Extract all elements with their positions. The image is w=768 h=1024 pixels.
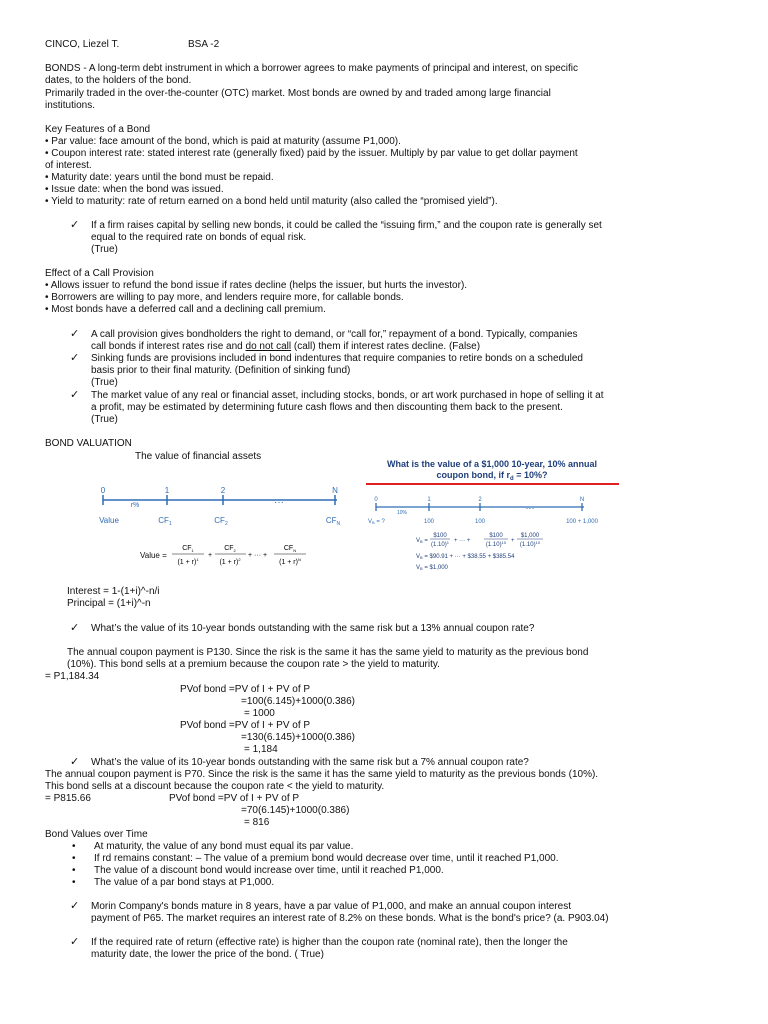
example-eq1-den-2: $(1.10)^{10}$ xyxy=(485,540,507,548)
example-eq1-num-2: $100 xyxy=(489,533,503,539)
pv-13-line-3: = 1000 xyxy=(244,708,275,719)
bond-values-over-time-heading: Bond Values over Time xyxy=(45,829,148,840)
key-feature-par-value: • Par value: face amount of the bond, which is paid at maturity (assume P1,000). xyxy=(45,136,401,147)
check-icon: ✓ xyxy=(70,352,80,364)
formula-numerator-2: $CF_2$ xyxy=(224,545,236,553)
example-timeline xyxy=(362,493,612,533)
intro-line-3: Primarily traded in the over-the-counter (OTC) market. Most bonds are owned by and traded among large financial xyxy=(45,88,551,99)
bond-valuation-heading: BOND VALUATION xyxy=(45,438,132,449)
sinking-fund-line-2: basis prior to their final maturity. (Definition of sinking fund) xyxy=(91,365,351,376)
key-features-heading: Key Features of a Bond xyxy=(45,124,151,135)
morin-question-line-1: Morin Company's bonds mature in 8 years, have a par value of P1,000, and make an annual coupon interest xyxy=(91,901,571,912)
pv-7-line-2: =70(6.145)+1000(0.386) xyxy=(241,805,350,816)
issuing-firm-line-2: equal to the required rate on bonds of equal risk. xyxy=(91,232,307,243)
check-icon: ✓ xyxy=(70,936,80,948)
formula-value-label: Value = xyxy=(140,551,167,560)
key-feature-coupon-rate-cont: of interest. xyxy=(45,160,92,171)
example-eq1-plus: + xyxy=(511,538,515,544)
over-time-point-2: If rd remains constant: – The value of a premium bond would decrease over time, until it reached P1,000. xyxy=(94,853,559,864)
sinking-fund-answer: (True) xyxy=(91,377,118,388)
answer-7-result: = P815.66 xyxy=(45,793,91,804)
example-eq1-num-3: $1,000 xyxy=(520,533,540,539)
example-eq1-num-1: $100 xyxy=(433,533,447,539)
example-eq1-den-3: $(1.10)^{10}$ xyxy=(519,540,541,548)
pv-7-line-3: = 816 xyxy=(244,817,270,828)
morin-question-line-2: payment of P65. The market requires an interest rate of 8.2% on these bonds. What is the bond's price? (a. P903.04) xyxy=(91,913,609,924)
answer-13-line-1: The annual coupon payment is P130. Since the risk is the same it has the same yield to maturity as the previous bond xyxy=(67,647,589,658)
key-feature-maturity: • Maturity date: years until the bond must be repaid. xyxy=(45,172,274,183)
answer-7-line-1: The annual coupon payment is P70. Since the risk is the same it has the same yield to maturity as the previous bonds (10%). xyxy=(45,769,599,780)
check-icon: ✓ xyxy=(70,219,80,231)
call-provision-check-1-line-2: call bonds if interest rates rise and do not call (call) them if interest rates decline. (False) xyxy=(91,341,481,352)
question-7-percent: What’s the value of its 10-year bonds outstanding with the same risk but a 7% annual coupon rate? xyxy=(91,757,529,768)
check-icon: ✓ xyxy=(70,389,80,401)
required-return-line-1: If the required rate of return (effective rate) is higher than the coupon rate (nominal rate), then the longer the xyxy=(91,937,568,948)
bullet-icon: • xyxy=(72,841,76,852)
answer-13-result: = P1,184.34 xyxy=(45,671,100,682)
timeline-value-label: Value xyxy=(99,516,119,525)
formula-numerator-1: $CF_1$ xyxy=(182,545,194,553)
timeline-label-1: 1 xyxy=(164,486,170,495)
example-label-0: 0 xyxy=(374,497,378,503)
example-label-2: 2 xyxy=(478,497,482,503)
issuing-firm-answer: (True) xyxy=(91,244,118,255)
timeline-label-0: 0 xyxy=(100,486,106,495)
example-eq1-lhs: VB = xyxy=(416,538,428,544)
required-return-line-2: maturity date, the lower the price of the bond. ( True) xyxy=(91,949,324,960)
example-equations xyxy=(412,529,612,577)
example-payment-1: 100 xyxy=(423,519,435,525)
formula-numerator-n: $CF_N$ xyxy=(283,545,297,553)
example-vb: VB = ? xyxy=(368,519,385,525)
market-value-line-2: a profit, may be estimated by determining future cash flows and then discounting them back to the present. xyxy=(91,402,563,413)
formula-denominator-n: $(1 + r)^N$ xyxy=(279,557,301,566)
timeline-ellipsis: ··· xyxy=(274,497,284,508)
pv-13-line-1: PVof bond =PV of I + PV of P xyxy=(180,684,311,695)
answer-7-line-2: This bond sells at a discount because the coupon rate < the yield to maturity. xyxy=(45,781,385,792)
principal-formula: Principal = (1+i)^-n xyxy=(67,598,151,609)
over-time-point-3: The value of a discount bond would increase over time, until it reached P1,000. xyxy=(94,865,444,876)
intro-line-2: dates, to the holders of the bond. xyxy=(45,75,192,86)
author-name: CINCO, Liezel T. xyxy=(45,39,120,50)
pv-13-line-6: = 1,184 xyxy=(244,744,278,755)
key-feature-issue-date: • Issue date: when the bond was issued. xyxy=(45,184,224,195)
pv-7-line-1: PVof bond =PV of I + PV of P xyxy=(169,793,300,804)
formula-plus-1: + xyxy=(208,552,213,559)
bullet-icon: • xyxy=(72,853,76,864)
class-section: BSA -2 xyxy=(188,39,220,50)
example-rate: 10% xyxy=(396,510,408,516)
key-feature-coupon-rate: • Coupon interest rate: stated interest rate (generally fixed) paid by the issuer. Multiply by par value to get dollar payment xyxy=(45,148,578,159)
timeline-cf2: $CF_2$ xyxy=(214,516,228,527)
timeline-label-n: N xyxy=(332,486,338,495)
bullet-icon: • xyxy=(72,865,76,876)
example-label-n: N xyxy=(579,497,585,503)
example-title-rule xyxy=(366,483,619,485)
formula-denominator-1: $(1 + r)^1$ xyxy=(177,557,199,566)
example-payment-2: 100 xyxy=(474,519,486,525)
sinking-fund-line-1: Sinking funds are provisions included in bond indentures that require companies to retire bonds on a scheduled xyxy=(91,353,583,364)
example-eq2: VB = $90.91 + ··· + $38.55 + $385.54 xyxy=(416,554,515,560)
example-payment-n: 100 + 1,000 xyxy=(566,519,598,525)
call-provision-point-2: • Borrowers are willing to pay more, and lenders require more, for callable bonds. xyxy=(45,292,404,303)
example-title: What is the value of a $1,000 10-year, 10% annual coupon bond, if $r_d = 10\%$? xyxy=(386,459,598,482)
example-eq3: VB = $1,000 xyxy=(416,565,448,571)
pv-13-line-5: =130(6.145)+1000(0.386) xyxy=(241,732,355,743)
example-eq1-den-1: $(1.10)^1$ xyxy=(431,540,449,548)
issuing-firm-line-1: If a firm raises capital by selling new bonds, it could be called the “issuing firm,” and the coupon rate is generally set xyxy=(91,220,602,231)
example-eq1-ellipsis: + ··· + xyxy=(454,538,471,544)
timeline-rate: r% xyxy=(130,502,140,509)
answer-13-line-2: (10%). This bond sells at a premium because the coupon rate > the yield to maturity. xyxy=(67,659,440,670)
value-formula xyxy=(140,540,340,572)
example-label-1: 1 xyxy=(427,497,431,503)
call-provision-point-1: • Allows issuer to refund the bond issue if rates decline (helps the issuer, but hurts the investor). xyxy=(45,280,468,291)
over-time-point-4: The value of a par bond stays at P1,000. xyxy=(94,877,275,888)
formula-ellipsis: + ··· + xyxy=(248,552,268,559)
call-provision-point-3: • Most bonds have a deferred call and a declining call premium. xyxy=(45,304,326,315)
check-icon: ✓ xyxy=(70,622,80,634)
timeline-cf1: $CF_1$ xyxy=(158,516,172,527)
intro-line-4: institutions. xyxy=(45,100,96,111)
timeline-cfn: $CF_N$ xyxy=(325,516,341,527)
cash-flow-timeline xyxy=(95,485,360,530)
key-feature-ytm: • Yield to maturity: rate of return earned on a bond held until maturity (also called the “promised yield”). xyxy=(45,196,498,207)
check-icon: ✓ xyxy=(70,900,80,912)
timeline-label-2: 2 xyxy=(220,486,226,495)
market-value-answer: (True) xyxy=(91,414,118,425)
over-time-point-1: At maturity, the value of any bond must equal its par value. xyxy=(94,841,354,852)
check-icon: ✓ xyxy=(70,756,80,768)
intro-line-1: BONDS - A long-term debt instrument in which a borrower agrees to make payments of principal and interest, on specific xyxy=(45,63,579,74)
financial-assets-subtitle: The value of financial assets xyxy=(135,451,262,462)
market-value-line-1: The market value of any real or financial asset, including stocks, bonds, or art work purchased in hope of selling it at xyxy=(91,390,604,401)
bullet-icon: • xyxy=(72,877,76,888)
example-ellipsis: ··· xyxy=(525,503,535,513)
pv-13-line-2: =100(6.145)+1000(0.386) xyxy=(241,696,355,707)
call-provision-heading: Effect of a Call Provision xyxy=(45,268,154,279)
interest-formula: Interest = 1-(1+i)^-n/i xyxy=(67,586,160,597)
formula-denominator-2: $(1 + r)^2$ xyxy=(219,557,241,566)
pv-13-line-4: PVof bond =PV of I + PV of P xyxy=(180,720,311,731)
question-13-percent: What’s the value of its 10-year bonds outstanding with the same risk but a 13% annual coupon rate? xyxy=(91,623,535,634)
call-provision-check-1-line-1: A call provision gives bondholders the right to demand, or “call for,” repayment of a bond. Typically, companies xyxy=(91,329,578,340)
check-icon: ✓ xyxy=(70,328,80,340)
